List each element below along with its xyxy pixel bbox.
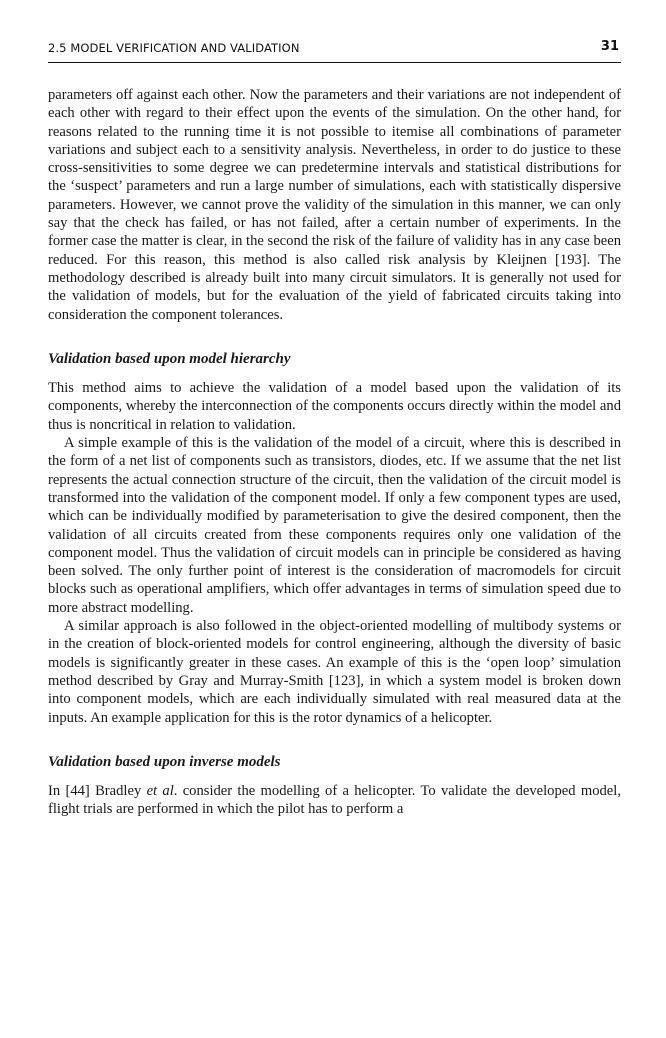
page-number: 31 xyxy=(600,39,619,54)
paragraph: A similar approach is also followed in the object-oriented modelling of multibody systems or in the creation of block-oriented models for control engineering, although the diversity of basic models is significantly greater in these cases. An example of this is the ‘open loop’ simulation method described by Gray and Murray-Smith [123], in which a system model is broken down into component models, which are each individually simulated with real measured data at the inputs. An example application for this is the rotor dynamics of a helicopter. xyxy=(48,618,621,726)
paragraph: parameters off against each other. Now the parameters and their variations are not independent of each other with regard to their effect upon the events of the simulation. On the other hand, for reasons related to the running time it is not possible to itemise all combinations of parameter variations and subject each to a sensitivity analysis. Nevertheless, in order to do justice to these cross-sensitivities to some degree we can predetermine intervals and statistical distributions for the ‘suspect’ parameters and run a large number of simulations, each with statistically dispersive parameters. However, we cannot prove the validity of the simulation in this manner, we can only say that the check has failed, or has not failed, after a certain number of experiments. In the former case the matter is clear, in the second the risk of the failure of validity has in any case been reduced. For this reason, this method is also called risk analysis by Kleijnen [193]. The methodology described is already built into many circuit simulators. It is generally not used for the validation of models, but for the evaluation of the yield of fabricated circuits taking into consideration the component tolerances. xyxy=(48,87,621,323)
paragraph-text: In [44] Bradley xyxy=(48,783,147,800)
section-heading: Validation based upon inverse models xyxy=(48,753,281,770)
italic-text: et al xyxy=(146,783,174,800)
section-title: 2.5 MODEL VERIFICATION AND VALIDATION xyxy=(48,41,300,55)
paragraph: A simple example of this is the validation of the model of a circuit, where this is described in the form of a net list of components such as transistors, diodes, etc. If we assume that the net list represents the actual connection structure of the circuit, then the validation of the circuit model is transformed into the validation of the component model. If only a few component types are used, which can be individually modified by parameterisation to give the desired component, then the validation of all circuits created from these components requires only one validation of the component model. Thus the validation of circuit models can in principle be considered as having been solved. The only further point of interest is the consideration of macromodels for circuit blocks such as operational amplifiers, which offer advantages in terms of simulation speed due to more abstract modelling. xyxy=(48,435,621,616)
section-heading: Validation based upon model hierarchy xyxy=(48,350,291,367)
paragraph xyxy=(48,782,621,819)
paragraph: This method aims to achieve the validation of a model based upon the validation of its components, whereby the interconnection of the components occurs directly within the model and thus is noncritical in relation to validation. xyxy=(48,380,621,433)
paragraph-text: . consider the modelling of a helicopter. To validate the developed model, flight trials are performed in which the pilot has to perform a xyxy=(48,783,621,818)
body-text xyxy=(48,86,621,819)
running-header xyxy=(48,38,621,63)
